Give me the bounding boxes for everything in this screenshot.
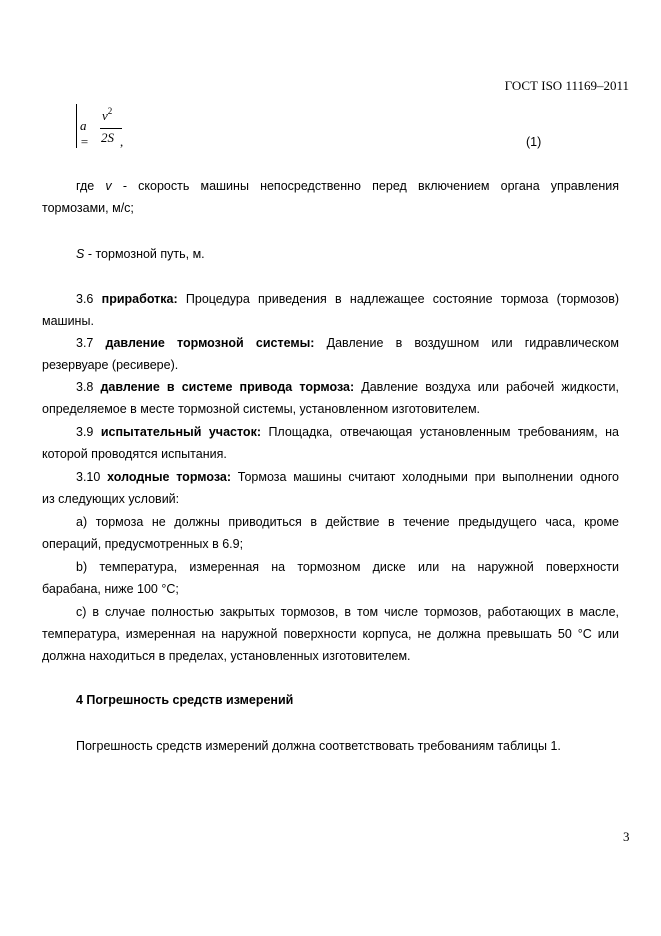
formula-fraction-line — [100, 128, 122, 129]
term-3-8: давление в системе привода тормоза: — [100, 380, 355, 394]
formula-comma: , — [120, 134, 124, 149]
term-3-6: приработка: — [101, 292, 178, 306]
document-code: ГОСТ ISO 11169–2011 — [504, 78, 629, 93]
where-v-line1: где v - скорость машины непосредственно перед включением органа управления — [76, 179, 619, 193]
definition-3-9: 3.9 испытательный участок: Площадка, отвечающая установленным требованиям, на которой проводятся испытания. — [42, 425, 619, 461]
condition-c: c) в случае полностью закрытых тормозов, в том числе тормозов, работающих в масле, температура, измеренная на наружной поверхности корпуса, не должна превышать 50 °С или должна находиться в пределах, установленных изготовителем. — [42, 605, 619, 663]
section-4-text: Погрешность средств измерений должна соответствовать требованиям таблицы 1. — [76, 739, 561, 753]
definition-3-7: 3.7 давление тормозной системы: Давление в воздушном или гидравлическом резервуаре (ресивере). — [42, 336, 619, 372]
definition-3-8: 3.8 давление в системе привода тормоза: Давление воздуха или рабочей жидкости, определяемое в месте тормозной системы, установленном изготовителем. — [42, 380, 619, 416]
var-v: v — [105, 179, 112, 193]
condition-b: b) температура, измеренная на тормозном диске или на наружной поверхности барабана, ниже 100 °С; — [42, 560, 619, 596]
term-3-9: испытательный участок: — [100, 425, 261, 439]
formula-border — [76, 104, 77, 148]
where-s-paragraph: S - тормозной путь, м. — [76, 247, 205, 261]
formula-lhs: a = — [80, 118, 89, 149]
var-s: S — [76, 247, 85, 261]
equation-number: (1) — [526, 135, 542, 149]
term-3-10: холодные тормоза: — [107, 470, 232, 484]
condition-a: а) тормоза не должны приводиться в действие в течение предыдущего часа, кроме операций, предусмотренных в 6.9; — [42, 515, 619, 551]
term-3-7: давление тормозной системы: — [105, 336, 315, 350]
where-v-line2: тормозами, м/с; — [42, 201, 134, 215]
formula-numerator: $v^2$ — [102, 106, 113, 123]
definition-3-10: 3.10 холодные тормоза: Тормоза машины считают холодными при выполнении одного из следующих условий: — [42, 470, 619, 506]
formula-denominator: 2S — [101, 130, 114, 145]
formula-exponent: 2 — [107, 106, 113, 116]
section-4-heading: 4 Погрешность средств измерений — [76, 693, 294, 707]
where-v-paragraph — [42, 175, 619, 219]
definition-3-6: 3.6 приработка: Процедура приведения в надлежащее состояние тормоза (тормозов) машины. — [42, 292, 619, 328]
page-number: 3 — [623, 829, 630, 844]
